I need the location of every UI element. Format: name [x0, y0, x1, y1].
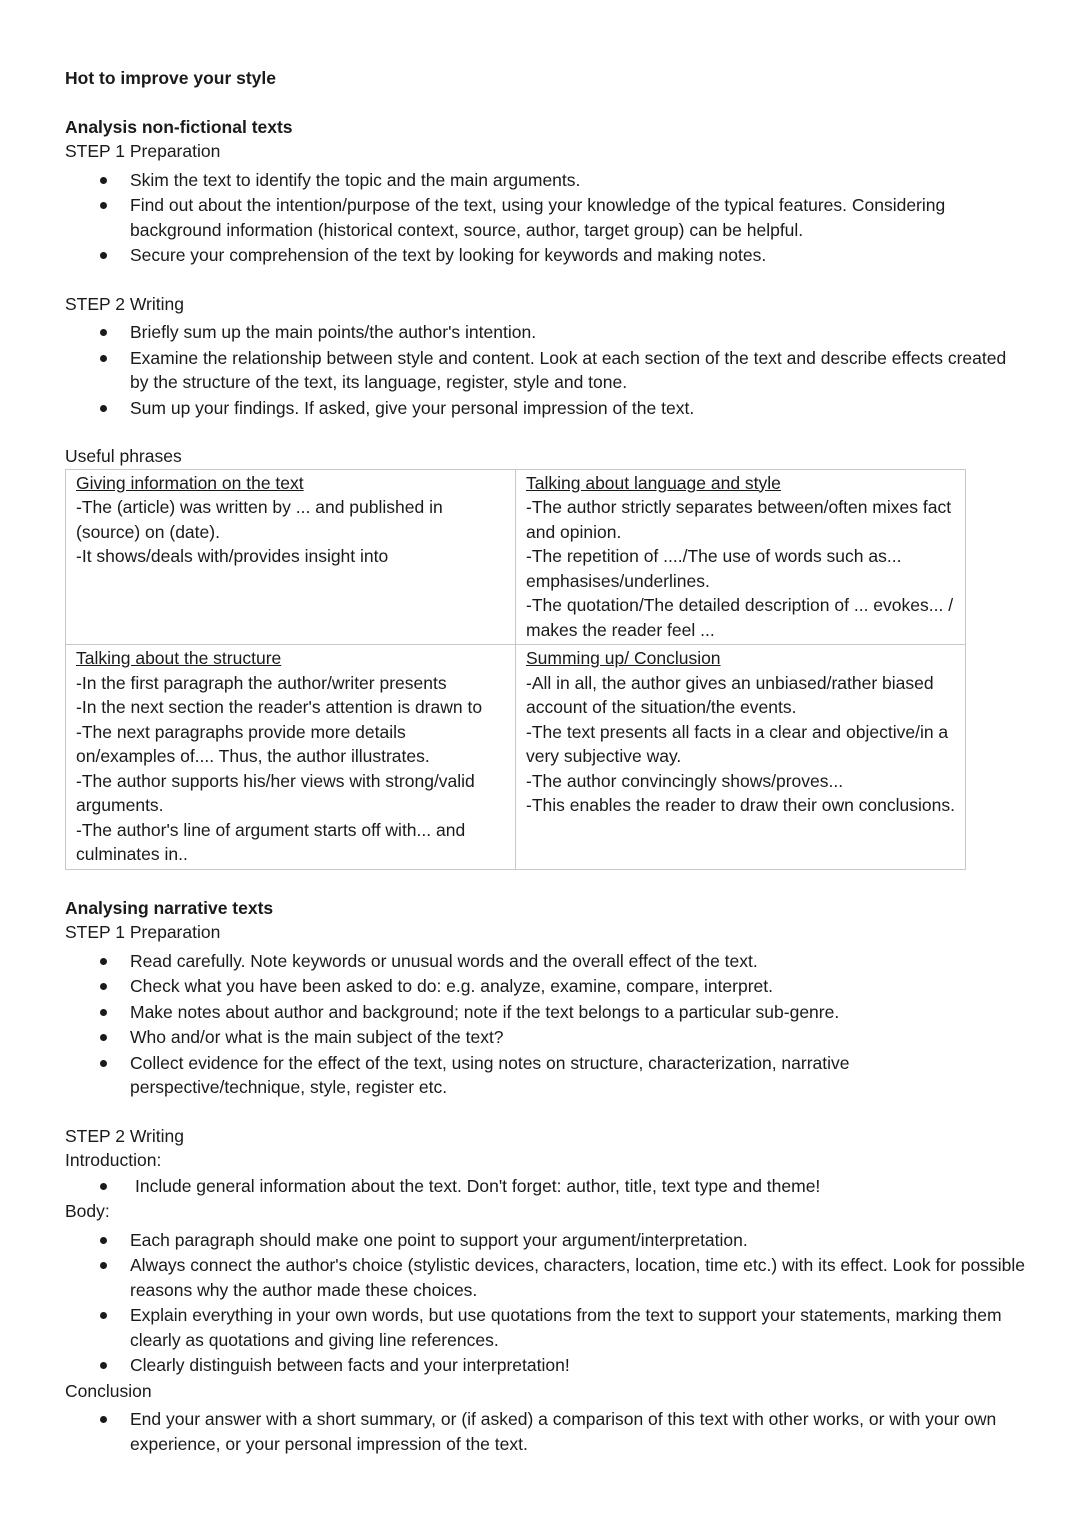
- cell-line: -All in all, the author gives an unbiased/rather biased account of the situation/the events.: [526, 672, 934, 717]
- list-item: Collect evidence for the effect of the text, using notes on structure, characterization, narrative perspective/technique, style, register etc.: [65, 1051, 1025, 1100]
- list-item: Secure your comprehension of the text by looking for keywords and making notes.: [65, 243, 1025, 268]
- phrase-cell-structure: [66, 645, 516, 870]
- nonfiction-step1-list: [65, 168, 1025, 268]
- list-item: Read carefully. Note keywords or unusual words and the overall effect of the text.: [65, 949, 1025, 974]
- list-item: Examine the relationship between style and content. Look at each section of the text and describe effects created by the structure of the text, its language, register, style and tone.: [65, 346, 1025, 395]
- cell-heading: Talking about language and style: [526, 472, 781, 493]
- phrase-cell-language-style: [516, 469, 966, 645]
- cell-line: -The repetition of ..../The use of words such as... emphasises/underlines.: [526, 546, 902, 591]
- narrative-step1-list: [65, 949, 1025, 1100]
- list-item: Always connect the author's choice (stylistic devices, characters, location, time etc.) with its effect. Look for possible reasons why the author made these choices.: [65, 1253, 1025, 1302]
- nonfiction-heading: Analysis non-fictional texts: [65, 116, 293, 137]
- cell-line: -The author's line of argument starts off with... and culminates in..: [76, 819, 466, 864]
- conclusion-label: Conclusion: [65, 1380, 152, 1401]
- introduction-label: Introduction:: [65, 1150, 162, 1170]
- cell-line: -The (article) was written by ... and published in (source) on (date).: [76, 497, 443, 542]
- list-item: Include general information about the text. Don't forget: author, title, text type and theme!: [65, 1174, 1025, 1199]
- list-item: Each paragraph should make one point to support your argument/interpretation.: [65, 1228, 1025, 1253]
- list-item: Skim the text to identify the topic and the main arguments.: [65, 168, 1025, 193]
- list-item: Find out about the intention/purpose of the text, using your knowledge of the typical features. Considering background information (historical context, source, author, target group) can be helpful.: [65, 193, 1025, 242]
- page-title: Hot to improve your style: [65, 68, 277, 88]
- cell-line: -The text presents all facts in a clear and objective/in a very subjective way.: [526, 721, 949, 766]
- cell-line: -In the next section the reader's attention is drawn to: [76, 697, 483, 717]
- cell-line: -This enables the reader to draw their own conclusions.: [526, 795, 955, 815]
- cell-line: -The next paragraphs provide more details on/examples of.... Thus, the author illustrates.: [76, 721, 430, 766]
- cell-heading: Giving information on the text: [76, 472, 304, 493]
- nonfiction-step1-label: STEP 1 Preparation: [65, 141, 221, 161]
- cell-line: -The quotation/The detailed description of ... evokes... / makes the reader feel ...: [526, 595, 954, 640]
- body-list: [65, 1228, 1025, 1378]
- list-item: Briefly sum up the main points/the author's intention.: [65, 320, 1025, 345]
- list-item: Sum up your findings. If asked, give your personal impression of the text.: [65, 396, 1025, 421]
- useful-phrases-table: [65, 469, 966, 870]
- list-item: End your answer with a short summary, or (if asked) a comparison of this text with other works, or with your own experience, or your personal impression of the text.: [65, 1407, 1025, 1456]
- narrative-step2-label: STEP 2 Writing: [65, 1125, 184, 1146]
- nonfiction-step2-label: STEP 2 Writing: [65, 293, 184, 314]
- phrase-cell-giving-info: [66, 469, 516, 645]
- list-item: Clearly distinguish between facts and your interpretation!: [65, 1353, 1025, 1378]
- cell-line: -The author supports his/her views with strong/valid arguments.: [76, 770, 475, 815]
- narrative-heading: Analysing narrative texts: [65, 897, 274, 918]
- phrase-cell-summing-up: [516, 645, 966, 870]
- cell-heading: Summing up/ Conclusion: [526, 648, 721, 668]
- cell-line: -In the first paragraph the author/writer presents: [76, 672, 447, 693]
- list-item: Who and/or what is the main subject of the text?: [65, 1025, 1025, 1050]
- narrative-step1-label: STEP 1 Preparation: [65, 922, 221, 942]
- cell-heading: Talking about the structure: [76, 648, 282, 668]
- list-item: Make notes about author and background; note if the text belongs to a particular sub-genre.: [65, 1000, 1025, 1025]
- useful-phrases-label: Useful phrases: [65, 446, 182, 466]
- conclusion-list: [65, 1407, 1025, 1456]
- cell-line: -It shows/deals with/provides insight into: [76, 546, 389, 566]
- nonfiction-step2-list: [65, 320, 1025, 420]
- cell-line: -The author convincingly shows/proves...: [526, 770, 844, 791]
- list-item: Explain everything in your own words, but use quotations from the text to support your statements, marking them clearly as quotations and giving line references.: [65, 1303, 1025, 1352]
- list-item: Check what you have been asked to do: e.g. analyze, examine, compare, interpret.: [65, 974, 1025, 999]
- body-label: Body:: [65, 1201, 110, 1221]
- document-page: [65, 66, 1025, 1457]
- cell-line: -The author strictly separates between/often mixes fact and opinion.: [526, 497, 952, 542]
- introduction-list: [65, 1174, 1025, 1199]
